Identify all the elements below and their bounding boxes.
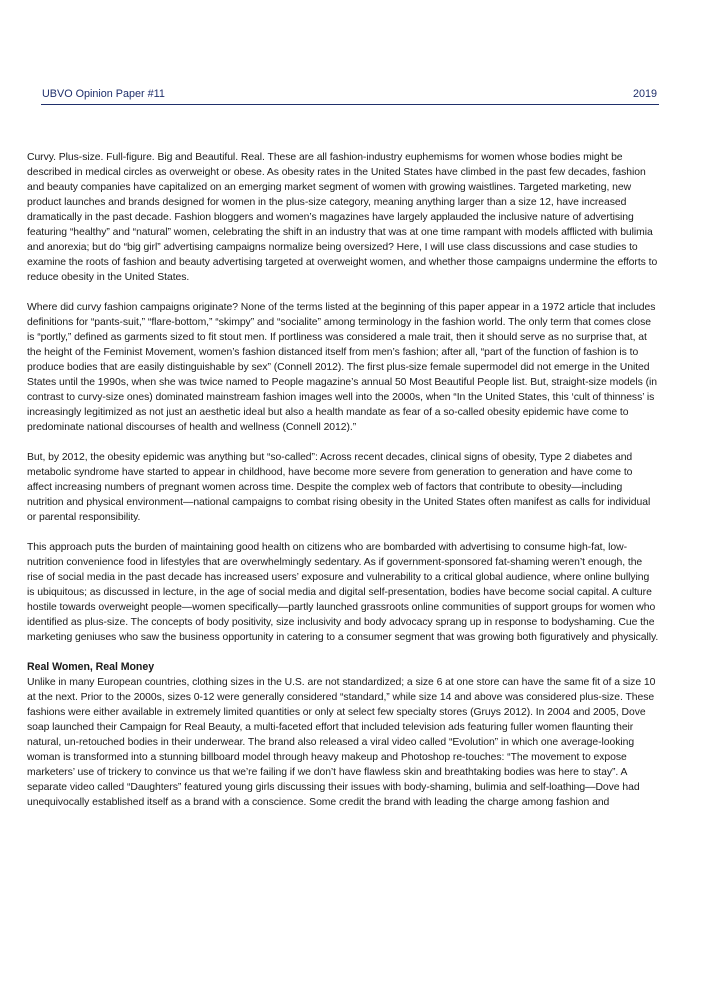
section-heading: Real Women, Real Money — [27, 661, 155, 673]
paragraph-social-media: This approach puts the burden of maintaining good health on citizens who are bombarded with advertising to consume high-fat, low-nutrition convenience food in lifestyles that are overwhelmingly sedentary. As if government-sponsored fat-shaming weren’t enough, the rise of social media in the past decade has increased users’ exposure and vulnerability to a critical global audience, where online bullying is ubiquitous; as discussed in lecture, in the age of social media and digital self-presentation, bodies have become social capital. A culture hostile towards overweight people—women specifically—partly launched grassroots online communities of support groups for women who identified as plus-size. The concepts of body positivity, size inclusivity and body advocacy sprang up in response to bodyshaming. Cue the marketing geniuses who saw the business opportunity in catering to a consumer segment that was growing both figuratively and physically. — [27, 542, 659, 643]
paragraph-origins: Where did curvy fashion campaigns originate? None of the terms listed at the beginning of this paper appear in a 1972 article that includes definitions for “pants-suit,” “flare-bottom,” “skimpy” and “socialite” among terminology in the fashion world. The only term that comes close is “portly,” defined as garments sized to fit stout men. If portliness was considered a male trait, then it should serve as no surprise that, at the height of the Feminist Movement, women’s fashion distanced itself from men’s fashion; after all, “part of the function of fashion is to produce bodies that are easily distinguishable by sex” (Connell 2012). The first plus-size female supermodel did not emerge in the United States until the 1990s, when she was twice named to People magazine’s annual 50 Most Beautiful People list. But, straight-size models (in contrast to curvy-size ones) dominated mainstream fashion images well into the 2000s, when “In the United States, this ‘cult of thinness’ is increasingly legitimized as not just an aesthetic ideal but also a health mandate as fear of a so-called obesity epidemic have come to predominate national discourses of health and wellness (Connell 2012).” — [27, 302, 658, 433]
paragraph-real-money: Unlike in many European countries, clothing sizes in the U.S. are not standardized; a size 6 at one store can have the same fit of a size 10 at the next. Prior to the 2000s, sizes 0-12 were generally considered “standard,” while size 14 and above was considered plus-size. These fashions were either available in extremely limited quantities or only at select few specialty stores (Gruys 2012). In 2004 and 2005, Dove soap launched their Campaign for Real Beauty, a multi-faceted effort that included television ads featuring fuller women flaunting their natural, un-retouched bodies in their underwear. The brand also released a viral video called “Evolution” in which one average-looking woman is transformed into a stunning billboard model through heavy makeup and Photoshop re-touches: “The movement to expose marketers’ use of trickery to convince us that we’re failing if we don’t have flawless skin and breathtaking bodies was here to stay”. A separate video called “Daughters” featured young girls discussing their issues with body-shaming, bulimia and self-loathing—Dove had unequivocally established itself as a brand with a conscience. Some credit the brand with leading the charge among fashion and — [27, 677, 656, 808]
paragraph-obesity-epidemic: But, by 2012, the obesity epidemic was anything but “so-called”: Across recent decades, clinical signs of obesity, Type 2 diabetes and metabolic syndrome have started to appear in childhood, have become more severe from generation to generation and have come to affect increasing numbers of pregnant women across time. Despite the complex web of factors that contribute to obesity—including nutrition and physical environment—national campaigns to combat rising obesity in the United States often manifest as calls for individual or parental responsibility. — [27, 452, 651, 523]
document-body — [27, 150, 659, 825]
header-title: UBVO Opinion Paper #11 — [42, 88, 165, 100]
header-year: 2019 — [632, 88, 657, 100]
page-header — [41, 86, 659, 105]
paragraph-intro: Curvy. Plus-size. Full-figure. Big and Beautiful. Real. These are all fashion-industry euphemisms for women whose bodies might be described in medical circles as overweight or obese. As obesity rates in the United States have climbed in the past few decades, fashion and beauty companies have capitalized on an emerging market segment of women with growing waistlines. Targeted marketing, new product launches and brands designed for women in the plus-size category, meaning anything larger than a size 12, have increased dramatically in the past decade. Fashion bloggers and women’s magazines have largely applauded the inclusive nature of advertising featuring “healthy” and “natural” women, celebrating the shift in an industry that was at one time rampant with models afflicted with bulimia and anorexia; but do “big girl” advertising campaigns normalize being oversized? Here, I will use class discussions and case studies to examine the roots of fashion and beauty advertising targeted at overweight women, and whether those campaigns undermine the efforts to reduce obesity in the United States. — [27, 152, 658, 283]
